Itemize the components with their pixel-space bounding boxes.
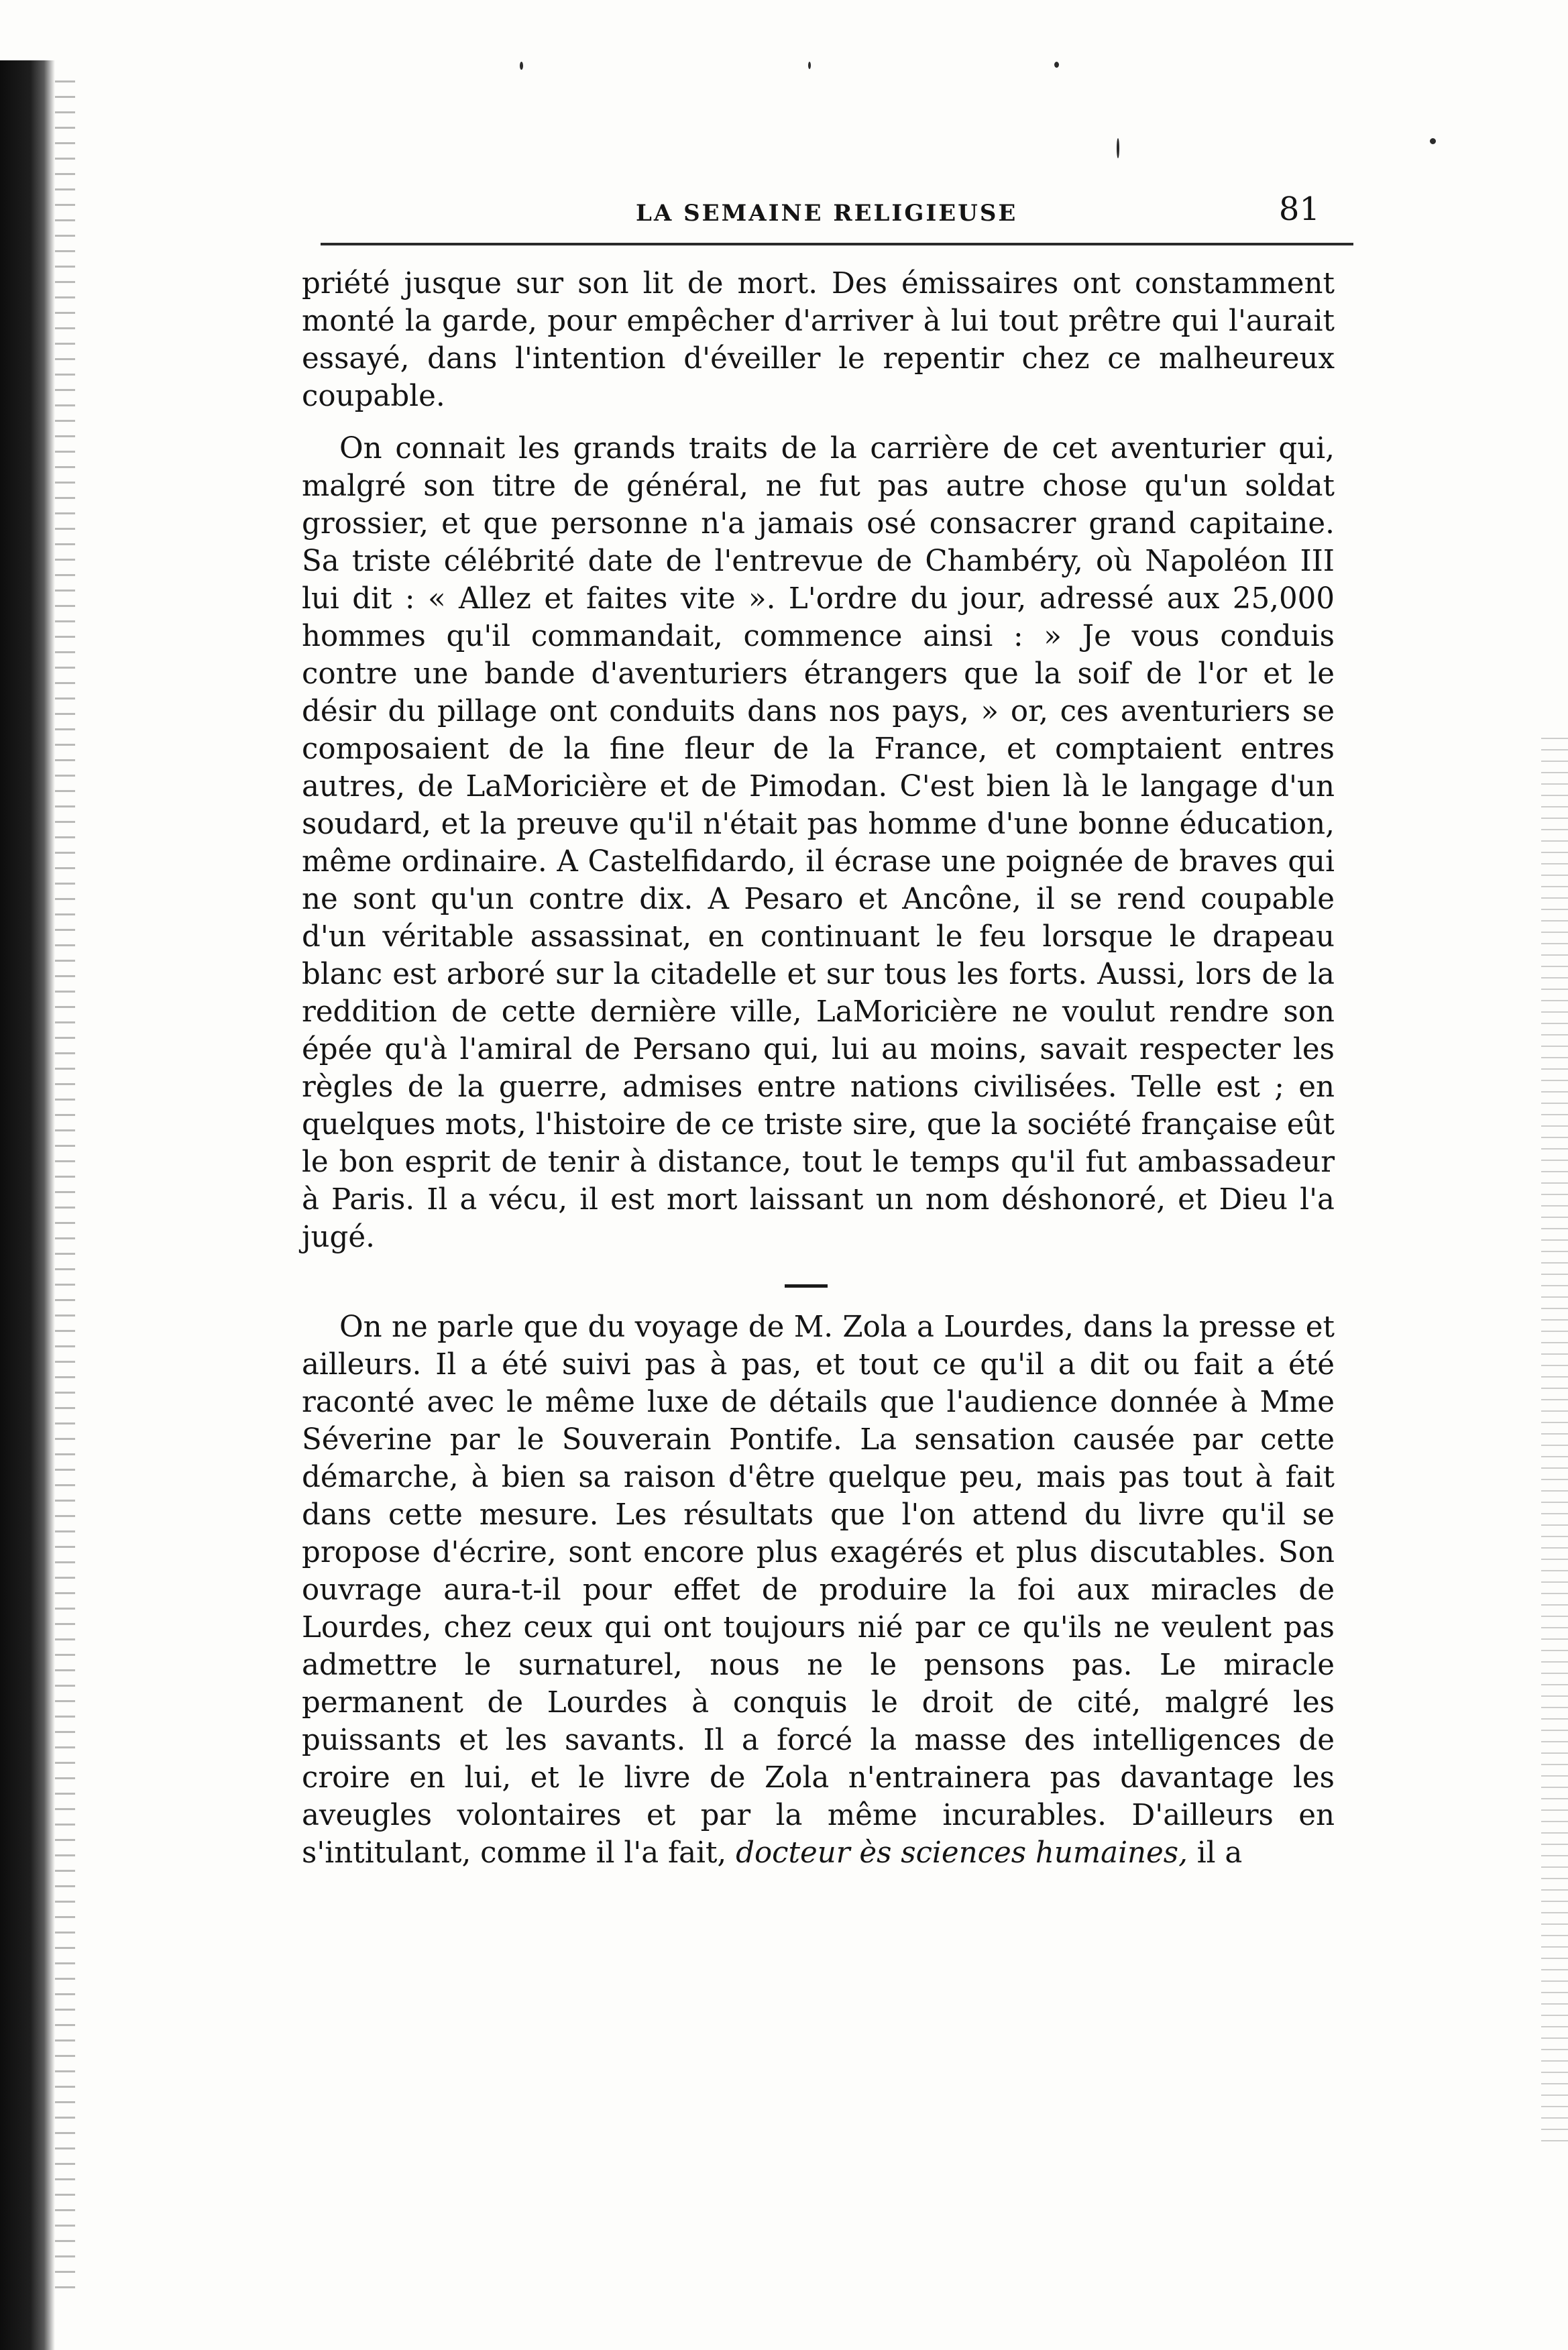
italic-phrase: docteur ès sciences humaines, [736, 1836, 1188, 1870]
paragraph-gap [302, 415, 1335, 430]
page-header [321, 185, 1360, 245]
paragraph-zola-lourdes [302, 1308, 1335, 1872]
header-rule [321, 243, 1353, 245]
scan-speck [1054, 62, 1059, 68]
final-tail: il a [1187, 1836, 1243, 1870]
binding-speckle [55, 80, 75, 2294]
section-separator [302, 1256, 1335, 1308]
paragraph-aventurier: On connait les grands traits de la carrière de cet aventurier qui, malgré son titre de général, ne fut pas autre chose qu'un soldat grossier, et que personne n'a jamais osé consacrer grand capitaine. Sa triste célébrité date de l'entrevue de Chambéry, où Napoléon III lui dit : « Allez et faites vite ». L'ordre du jour, adressé aux 25,000 hommes qu'il commandait, commence ainsi : » Je vous conduis contre une bande d'aventuriers étrangers que la soif de l'or et le désir du pillage ont conduits dans nos pays, » or, ces aventuriers se composaient de la fine fleur de la France, et comptaient entres autres, de LaMoricière et de Pimodan. C'est bien là le langage d'un soudard, et la preuve qu'il n'était pas homme d'une bonne éducation, même ordinaire. A Castelfidardo, il écrase une poignée de braves qui ne sont qu'un contre dix. A Pesaro et Ancône, il se rend coupable d'un véritable assassinat, en continuant le feu lorsque le drapeau blanc est arboré sur la citadelle et sur tous les forts. Aussi, lors de la reddition de cette dernière ville, LaMoricière ne voulut rendre son épée qu'à l'amiral de Persano qui, lui au moins, savait respecter les règles de la guerre, admises entre nations civilisées. Telle est ; en quelques mots, l'histoire de ce triste sire, que la société française eût le bon esprit de tenir à distance, tout le temps qu'il fut ambassadeur à Paris. Il a vécu, il est mort laissant un nom déshonoré, et Dieu l'a jugé. [302, 432, 1335, 1254]
paragraph-zola-text: On ne parle que du voyage de M. Zola a Lourdes, dans la presse et ailleurs. Il a été suivi pas à pas, et tout ce qu'il a dit ou fait a été raconté avec le même luxe de détails que l'audience donnée à Mme Séverine par le Souverain Pontife. La sensation causée par cette démarche, à bien sa raison d'être quelque peu, mais pas tout à fait dans cette mesure. Les résultats que l'on attend du livre qu'il se propose d'écrire, sont encore plus exagérés et plus discutables. Son ouvrage aura-t-il pour effet de produire la foi aux miracles de Lourdes, chez ceux qui ont toujours nié par ce qu'ils ne veulent pas admettre le surnaturel, nous ne le pensons pas. Le miracle permanent de Lourdes à conquis le droit de cité, malgré les puissants et les savants. Il a forcé la masse des intelligences de croire en lui, et le livre de Zola n'entrainera pas davantage les aveugles volontaires et par la même incurables. D'ailleurs en s'intitulant, comme il l'a fait, [302, 1310, 1335, 1870]
scan-speck [1117, 138, 1119, 158]
separator-dash [785, 1284, 828, 1288]
paragraph-continuation: priété jusque sur son lit de mort. Des émissaires ont constamment monté la garde, pour empêcher d'arriver à lui tout prêtre qui l'aurait essayé, dans l'intention d'éveiller le repentir chez ce malheureux coupable. [302, 267, 1335, 413]
binding-shadow [0, 60, 55, 2350]
scan-speck [808, 62, 811, 69]
page-number: 81 [1278, 190, 1320, 228]
body-text [302, 265, 1335, 1872]
scan-speck [520, 62, 523, 70]
right-edge-speckle [1541, 738, 1568, 2146]
running-title: LA SEMAINE RELIGIEUSE [636, 200, 1018, 227]
scan-speck [1430, 138, 1436, 144]
